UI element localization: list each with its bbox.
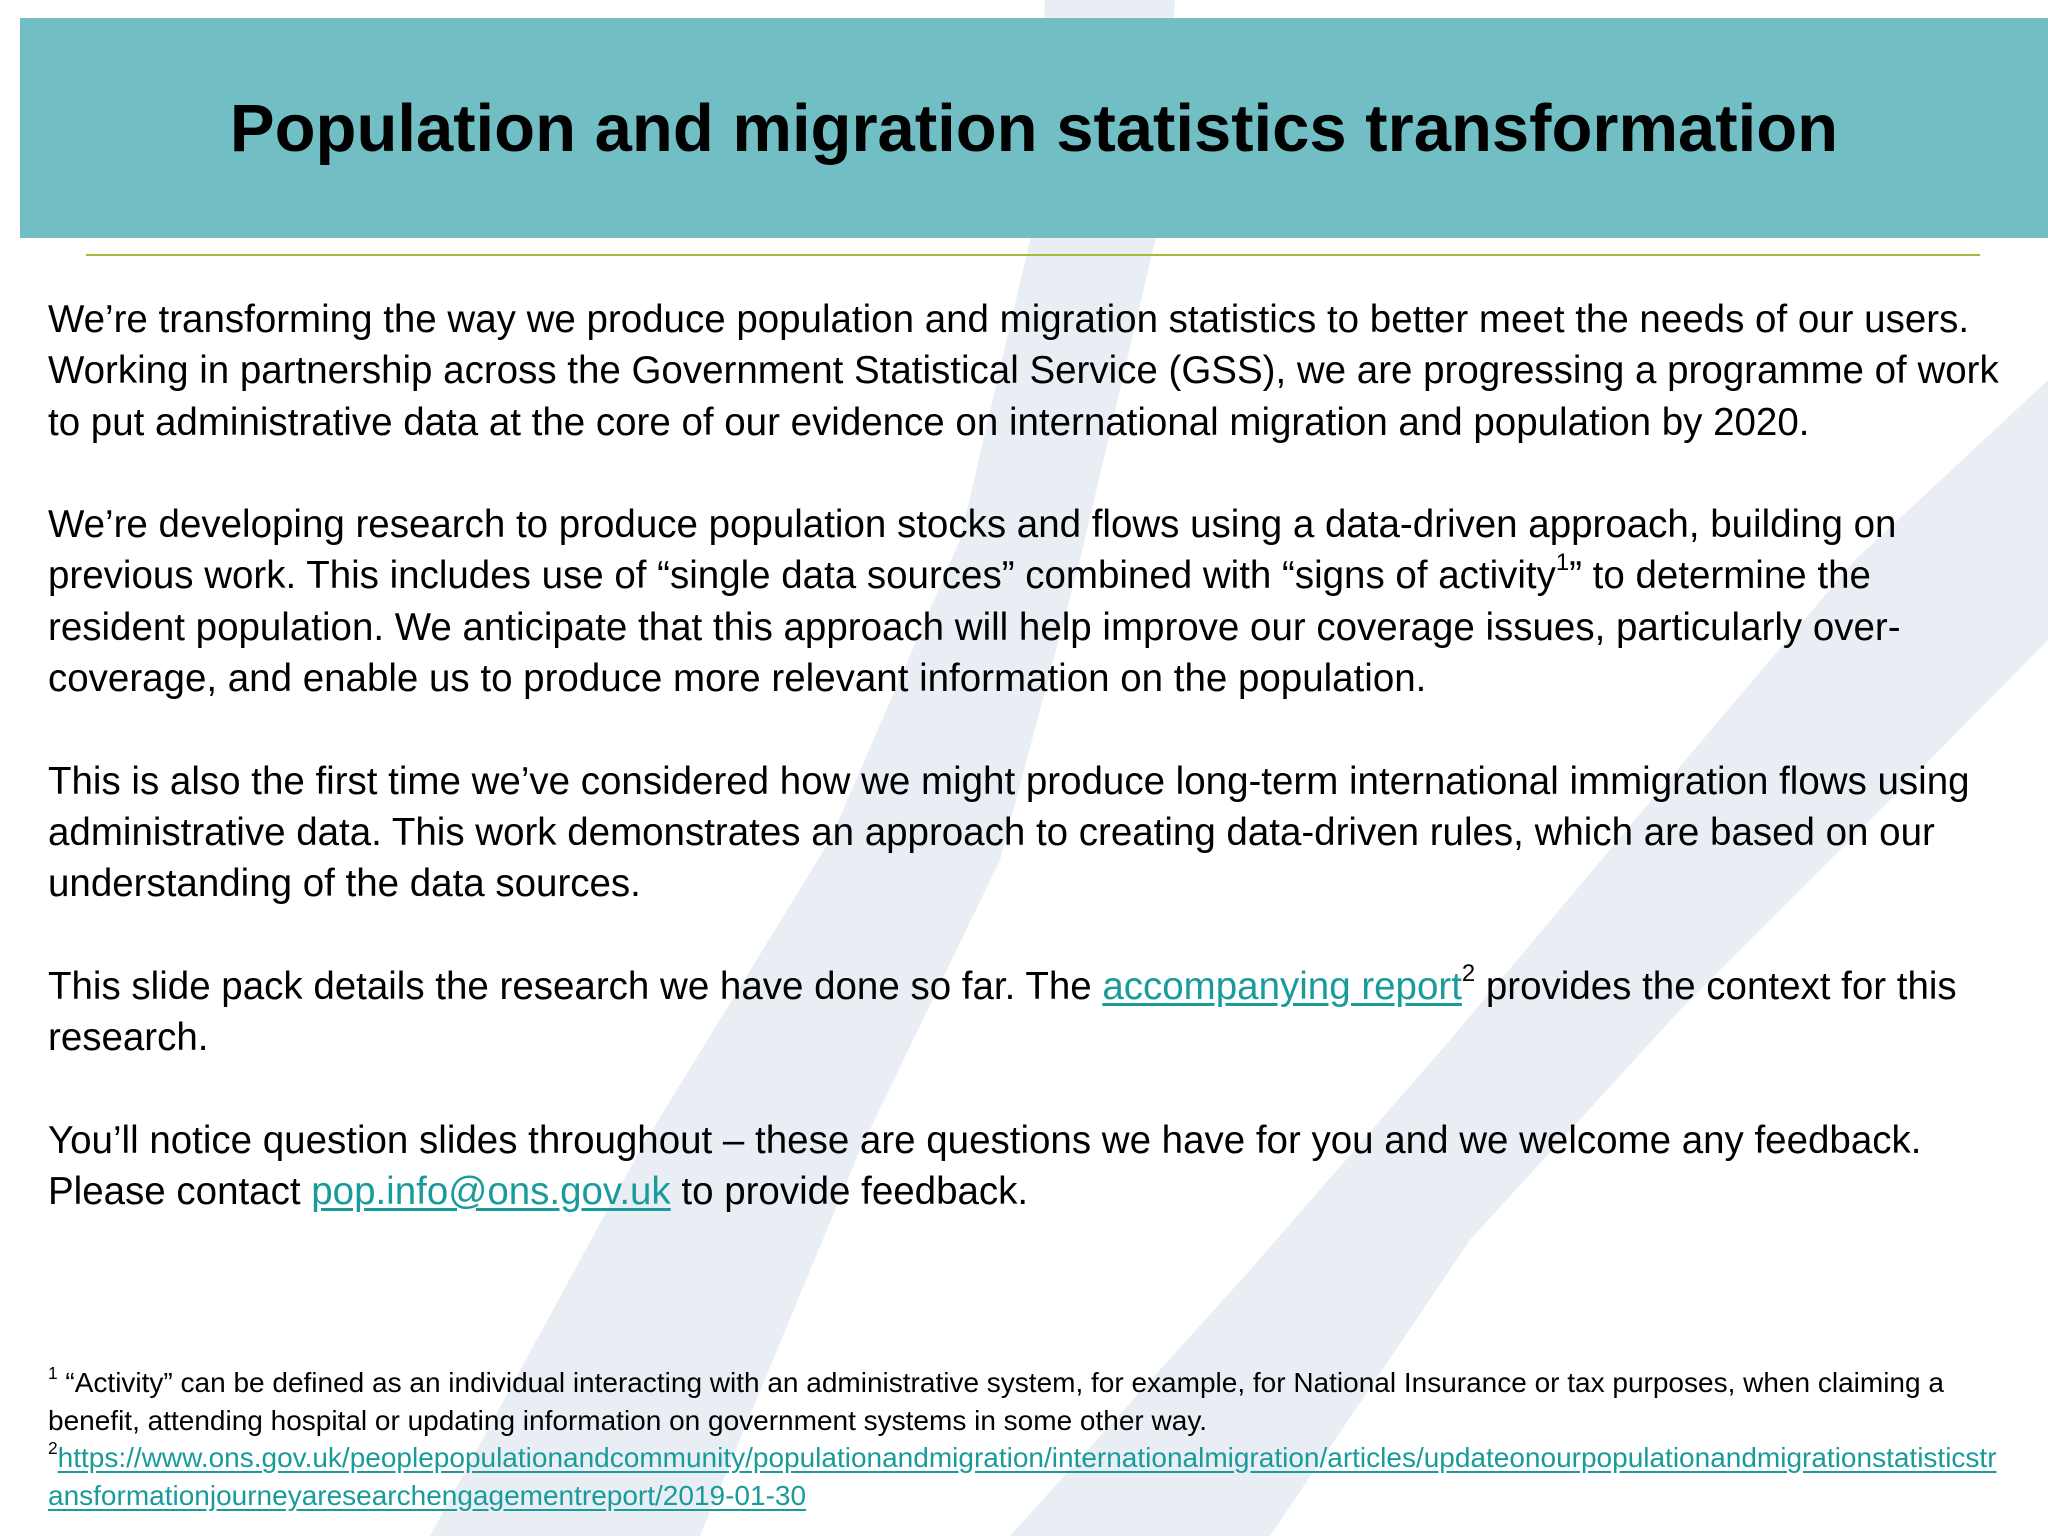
paragraph-feedback-text-2: to provide feedback. [670,1170,1029,1214]
paragraph-feedback-text-1: You’ll notice question slides throughout – these are questions we have for you and we welcome any feedback. Please contact [48,1118,1922,1214]
paragraph-research [48,499,2008,704]
footnotes [48,1364,2008,1514]
contact-email-link[interactable]: pop.info@ons.gov.uk [311,1170,671,1214]
footnote-ref-2: 2 [1461,959,1476,987]
header-divider [86,254,1980,256]
paragraph-feedback [48,1115,2008,1218]
footnote-2 [48,1439,2008,1514]
slide-body [48,294,2008,1217]
slide-title: Population and migration statistics transformation [229,90,1839,166]
footnote-1 [48,1364,2008,1439]
paragraph-intro: We’re transforming the way we produce population and migration statistics to better meet the needs of our users. Working in partnership across the Government Statistical Service (GSS), we are progressing a programme of work to put administrative data at the core of our evidence on international migration and population by 2020. [48,298,1999,444]
paragraph-slide-pack [48,961,2008,1064]
paragraph-slide-pack-text-2: provides the context for this research. [48,964,1957,1060]
paragraph-research-text-2: ” to determine the resident population. We anticipate that this approach will help improve our coverage issues, particularly over-coverage, and enable us to produce more relevant information on the population. [48,554,1901,701]
footnote-1-marker: 1 [48,1362,58,1383]
footnote-ref-1: 1 [1555,549,1570,577]
paragraph-slide-pack-text-1: This slide pack details the research we have done so far. The [48,964,1103,1008]
accompanying-report-link[interactable]: accompanying report [1102,964,1462,1008]
footnote-1-text: “Activity” can be defined as an individual interacting with an administrative system, for example, for National Insurance or tax purposes, when claiming a benefit, attending hospital or updating information on government systems in some other way. [48,1367,1944,1436]
paragraph-immigration: This is also the first time we’ve considered how we might produce long-term international immigration flows using administrative data. This work demonstrates an approach to creating data-driven rules, which are based on our understanding of the data sources. [48,759,1970,906]
footnote-2-marker: 2 [48,1437,58,1458]
paragraph-research-text-1: We’re developing research to produce population stocks and flows using a data-driven approach, building on previous work. This includes use of “single data sources” combined with “signs of activity [48,503,1897,598]
footnote-2-url-link[interactable]: https://www.ons.gov.uk/peoplepopulationandcommunity/populationandmigration/internationalmigration/articles/updateonourpopulationandmigrationstatisticstransformationjourneyaresearchengagementreport/2019-01-30 [48,1442,1997,1511]
